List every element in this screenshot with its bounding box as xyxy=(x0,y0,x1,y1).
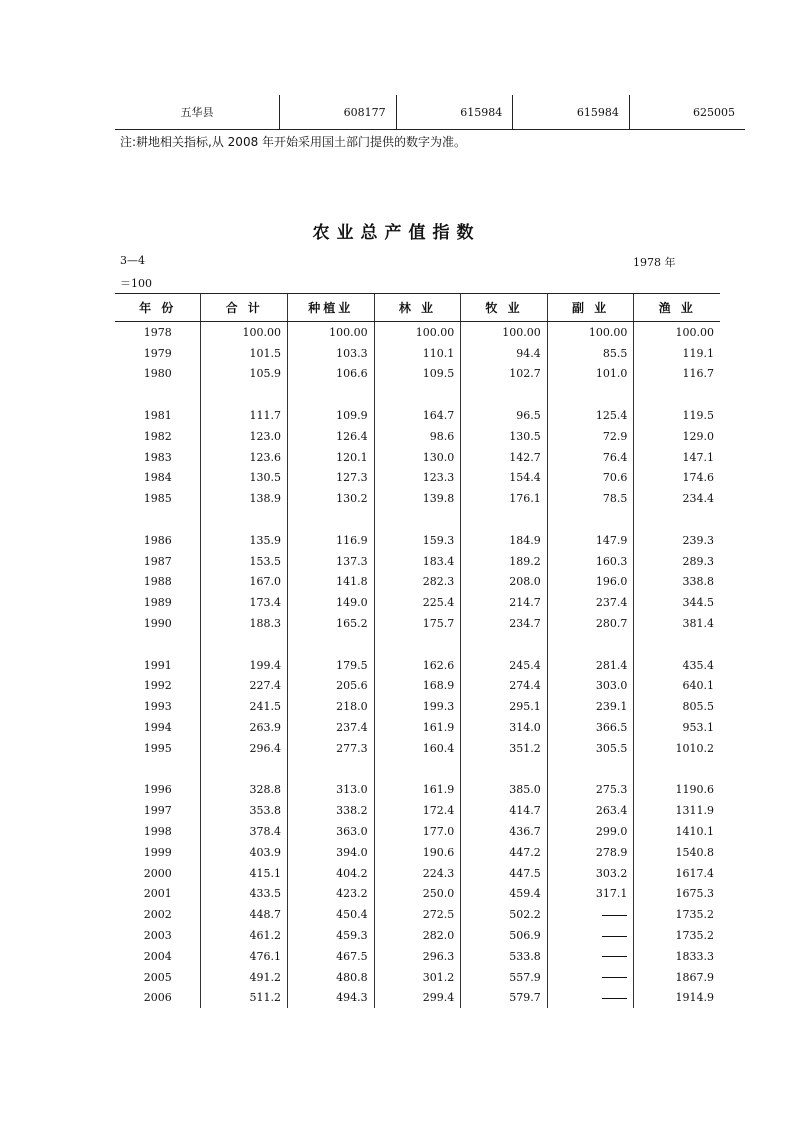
value-cell: 173.4 xyxy=(201,592,288,613)
table-row xyxy=(115,426,720,447)
value-cell: 250.0 xyxy=(374,884,461,905)
year-cell: 1986 xyxy=(143,533,172,547)
value-cell: 179.5 xyxy=(288,655,375,676)
spacer-cell xyxy=(288,634,375,655)
value-cell: 275.3 xyxy=(547,780,634,801)
table-row xyxy=(115,95,745,130)
previous-table-tail xyxy=(115,95,745,130)
table-row xyxy=(115,821,720,842)
spacer-cell xyxy=(115,759,201,780)
year-cell: 2005 xyxy=(143,970,172,984)
value-cell: 168.9 xyxy=(374,676,461,697)
value-cell: 123.3 xyxy=(374,468,461,489)
value-cell: 480.8 xyxy=(288,967,375,988)
value-cell: 435.4 xyxy=(634,655,720,676)
value-cell: 70.6 xyxy=(547,468,634,489)
col-header-year: 年 份 xyxy=(115,294,201,322)
value-cell: 278.9 xyxy=(547,842,634,863)
table-cell: 608177 xyxy=(280,95,397,130)
value-cell: 239.3 xyxy=(634,530,720,551)
value-cell: 218.0 xyxy=(288,696,375,717)
value-cell xyxy=(547,904,634,925)
value-cell: 491.2 xyxy=(201,967,288,988)
value-cell: 338.2 xyxy=(288,800,375,821)
table-row xyxy=(115,884,720,905)
value-cell: 301.2 xyxy=(374,967,461,988)
table-row xyxy=(115,343,720,364)
year-cell: 1997 xyxy=(143,804,172,818)
value-cell: 1735.2 xyxy=(634,925,720,946)
value-cell xyxy=(547,967,634,988)
value-cell: 149.0 xyxy=(288,592,375,613)
value-cell: 109.9 xyxy=(288,405,375,426)
value-cell: 177.0 xyxy=(374,821,461,842)
spacer-row xyxy=(115,634,720,655)
spacer-cell xyxy=(201,759,288,780)
year-cell: 1985 xyxy=(143,492,172,506)
value-cell: 125.4 xyxy=(547,405,634,426)
value-cell: 106.6 xyxy=(288,364,375,385)
table-row xyxy=(115,946,720,967)
year-cell: 1981 xyxy=(143,409,172,423)
year-cell: 1980 xyxy=(143,367,172,381)
value-cell: 137.3 xyxy=(288,551,375,572)
value-cell: 176.1 xyxy=(461,488,548,509)
year-cell: 1987 xyxy=(143,554,172,568)
table-row xyxy=(115,322,720,343)
value-cell: 119.1 xyxy=(634,343,720,364)
year-cell: 2000 xyxy=(143,866,172,880)
value-cell: 130.2 xyxy=(288,488,375,509)
value-cell: 147.1 xyxy=(634,447,720,468)
value-cell: 101.5 xyxy=(201,343,288,364)
value-cell: 135.9 xyxy=(201,530,288,551)
value-cell: 164.7 xyxy=(374,405,461,426)
value-cell: 72.9 xyxy=(547,426,634,447)
spacer-cell xyxy=(461,634,548,655)
table-body xyxy=(115,322,720,1009)
value-cell: 165.2 xyxy=(288,613,375,634)
table-row xyxy=(115,676,720,697)
value-cell: 494.3 xyxy=(288,988,375,1009)
year-cell: 2001 xyxy=(143,887,172,901)
table-row xyxy=(115,842,720,863)
value-cell: 101.0 xyxy=(547,364,634,385)
spacer-cell xyxy=(547,634,634,655)
base-value: ＝100 xyxy=(120,277,152,290)
year-cell: 1983 xyxy=(143,450,172,464)
value-cell: 303.0 xyxy=(547,676,634,697)
table-number: 3—4 xyxy=(120,254,145,267)
value-cell: 280.7 xyxy=(547,613,634,634)
value-cell: 224.3 xyxy=(374,863,461,884)
value-cell: 447.5 xyxy=(461,863,548,884)
spacer-row xyxy=(115,759,720,780)
value-cell: 109.5 xyxy=(374,364,461,385)
year-cell: 1999 xyxy=(143,845,172,859)
table-row xyxy=(115,572,720,593)
spacer-cell xyxy=(115,634,201,655)
value-cell: 459.3 xyxy=(288,925,375,946)
value-cell: 305.5 xyxy=(547,738,634,759)
value-cell: 105.9 xyxy=(201,364,288,385)
value-cell: 459.4 xyxy=(461,884,548,905)
value-cell: 76.4 xyxy=(547,447,634,468)
value-cell: 403.9 xyxy=(201,842,288,863)
table-row xyxy=(115,613,720,634)
col-header-livestock: 牧 业 xyxy=(461,294,548,322)
value-cell: 557.9 xyxy=(461,967,548,988)
year-cell: 2004 xyxy=(143,949,172,963)
value-cell: 184.9 xyxy=(461,530,548,551)
value-cell: 175.7 xyxy=(374,613,461,634)
year-cell: 1993 xyxy=(143,700,172,714)
value-cell: 126.4 xyxy=(288,426,375,447)
table-row xyxy=(115,925,720,946)
value-cell: 225.4 xyxy=(374,592,461,613)
value-cell: 205.6 xyxy=(288,676,375,697)
spacer-cell xyxy=(374,509,461,530)
value-cell: 414.7 xyxy=(461,800,548,821)
value-cell: 344.5 xyxy=(634,592,720,613)
value-cell: 436.7 xyxy=(461,821,548,842)
year-cell: 2006 xyxy=(143,991,172,1005)
value-cell: 116.7 xyxy=(634,364,720,385)
value-cell: 103.3 xyxy=(288,343,375,364)
value-cell: 116.9 xyxy=(288,530,375,551)
col-header-crop: 种植业 xyxy=(288,294,375,322)
table-row xyxy=(115,863,720,884)
value-cell: 139.8 xyxy=(374,488,461,509)
value-cell: 161.9 xyxy=(374,780,461,801)
value-cell: 129.0 xyxy=(634,426,720,447)
table-row xyxy=(115,800,720,821)
table-row xyxy=(115,904,720,925)
spacer-cell xyxy=(288,384,375,405)
spacer-cell xyxy=(547,759,634,780)
value-cell: 1867.9 xyxy=(634,967,720,988)
value-cell: 1311.9 xyxy=(634,800,720,821)
value-cell: 263.4 xyxy=(547,800,634,821)
value-cell: 289.3 xyxy=(634,551,720,572)
value-cell: 130.0 xyxy=(374,447,461,468)
value-cell: 138.9 xyxy=(201,488,288,509)
value-cell: 476.1 xyxy=(201,946,288,967)
dash-mark xyxy=(602,977,627,978)
value-cell: 533.8 xyxy=(461,946,548,967)
value-cell: 1410.1 xyxy=(634,821,720,842)
table-row xyxy=(115,655,720,676)
value-cell: 245.4 xyxy=(461,655,548,676)
spacer-row xyxy=(115,384,720,405)
table-title: 农业总产值指数 xyxy=(312,223,481,243)
value-cell: 100.00 xyxy=(547,322,634,343)
spacer-cell xyxy=(374,384,461,405)
value-cell: 423.2 xyxy=(288,884,375,905)
col-header-sideline: 副 业 xyxy=(547,294,634,322)
table-row xyxy=(115,364,720,385)
value-cell: 805.5 xyxy=(634,696,720,717)
value-cell: 404.2 xyxy=(288,863,375,884)
value-cell: 1010.2 xyxy=(634,738,720,759)
value-cell: 199.3 xyxy=(374,696,461,717)
year-cell: 2002 xyxy=(143,908,172,922)
year-cell: 1992 xyxy=(143,679,172,693)
value-cell xyxy=(547,946,634,967)
value-cell: 447.2 xyxy=(461,842,548,863)
dash-mark xyxy=(602,915,627,916)
value-cell: 1914.9 xyxy=(634,988,720,1009)
year-cell: 1996 xyxy=(143,783,172,797)
value-cell: 394.0 xyxy=(288,842,375,863)
year-cell: 1978 xyxy=(143,325,172,339)
value-cell: 110.1 xyxy=(374,343,461,364)
table-row xyxy=(115,551,720,572)
value-cell: 274.4 xyxy=(461,676,548,697)
value-cell: 313.0 xyxy=(288,780,375,801)
value-cell: 579.7 xyxy=(461,988,548,1009)
value-cell: 78.5 xyxy=(547,488,634,509)
value-cell: 296.3 xyxy=(374,946,461,967)
spacer-cell xyxy=(201,509,288,530)
value-cell: 154.4 xyxy=(461,468,548,489)
spacer-cell xyxy=(115,509,201,530)
value-cell: 153.5 xyxy=(201,551,288,572)
value-cell: 130.5 xyxy=(201,468,288,489)
table-row xyxy=(115,967,720,988)
footnote: 注:耕地相关指标,从 2008 年开始采用国土部门提供的数字为准。 xyxy=(120,135,467,149)
value-cell: 96.5 xyxy=(461,405,548,426)
value-cell: 196.0 xyxy=(547,572,634,593)
table-row xyxy=(115,717,720,738)
table-row xyxy=(115,988,720,1009)
value-cell: 1617.4 xyxy=(634,863,720,884)
base-year: 1978 年 xyxy=(633,256,676,269)
value-cell: 353.8 xyxy=(201,800,288,821)
year-cell: 1982 xyxy=(143,429,172,443)
value-cell: 127.3 xyxy=(288,468,375,489)
table-row xyxy=(115,488,720,509)
year-cell: 1995 xyxy=(143,741,172,755)
value-cell: 338.8 xyxy=(634,572,720,593)
dash-mark xyxy=(602,956,627,957)
spacer-cell xyxy=(201,384,288,405)
col-header-total: 合 计 xyxy=(201,294,288,322)
value-cell: 448.7 xyxy=(201,904,288,925)
value-cell: 130.5 xyxy=(461,426,548,447)
value-cell: 366.5 xyxy=(547,717,634,738)
table-row xyxy=(115,780,720,801)
value-cell: 214.7 xyxy=(461,592,548,613)
value-cell: 299.0 xyxy=(547,821,634,842)
value-cell: 167.0 xyxy=(201,572,288,593)
year-cell: 2003 xyxy=(143,929,172,942)
value-cell: 188.3 xyxy=(201,613,288,634)
value-cell: 120.1 xyxy=(288,447,375,468)
spacer-cell xyxy=(634,509,720,530)
value-cell: 234.7 xyxy=(461,613,548,634)
dash-mark xyxy=(602,998,627,999)
value-cell: 239.1 xyxy=(547,696,634,717)
col-header-fishery: 渔 业 xyxy=(634,294,720,322)
spacer-cell xyxy=(547,509,634,530)
value-cell: 378.4 xyxy=(201,821,288,842)
region-name: 五华县 xyxy=(115,95,280,130)
spacer-cell xyxy=(461,384,548,405)
spacer-cell xyxy=(201,634,288,655)
value-cell: 303.2 xyxy=(547,863,634,884)
value-cell: 147.9 xyxy=(547,530,634,551)
value-cell: 640.1 xyxy=(634,676,720,697)
value-cell: 314.0 xyxy=(461,717,548,738)
value-cell: 98.6 xyxy=(374,426,461,447)
dash-mark xyxy=(602,936,627,937)
value-cell: 190.6 xyxy=(374,842,461,863)
value-cell: 467.5 xyxy=(288,946,375,967)
spacer-cell xyxy=(634,634,720,655)
value-cell: 433.5 xyxy=(201,884,288,905)
spacer-cell xyxy=(115,384,201,405)
value-cell: 162.6 xyxy=(374,655,461,676)
value-cell: 227.4 xyxy=(201,676,288,697)
spacer-row xyxy=(115,509,720,530)
value-cell: 450.4 xyxy=(288,904,375,925)
spacer-cell xyxy=(288,759,375,780)
table-row xyxy=(115,530,720,551)
value-cell: 241.5 xyxy=(201,696,288,717)
value-cell: 363.0 xyxy=(288,821,375,842)
value-cell: 502.2 xyxy=(461,904,548,925)
value-cell: 282.0 xyxy=(374,925,461,946)
table-row xyxy=(115,592,720,613)
value-cell: 142.7 xyxy=(461,447,548,468)
value-cell: 100.00 xyxy=(374,322,461,343)
value-cell: 199.4 xyxy=(201,655,288,676)
value-cell: 296.4 xyxy=(201,738,288,759)
spacer-cell xyxy=(634,759,720,780)
table-cell: 615984 xyxy=(513,95,630,130)
value-cell: 299.4 xyxy=(374,988,461,1009)
value-cell: 1540.8 xyxy=(634,842,720,863)
spacer-cell xyxy=(374,759,461,780)
value-cell: 159.3 xyxy=(374,530,461,551)
value-cell: 123.0 xyxy=(201,426,288,447)
value-cell: 281.4 xyxy=(547,655,634,676)
value-cell: 111.7 xyxy=(201,405,288,426)
value-cell: 295.1 xyxy=(461,696,548,717)
year-cell: 1979 xyxy=(143,346,172,360)
table-row xyxy=(115,468,720,489)
value-cell: 381.4 xyxy=(634,613,720,634)
value-cell: 183.4 xyxy=(374,551,461,572)
value-cell: 282.3 xyxy=(374,572,461,593)
value-cell: 102.7 xyxy=(461,364,548,385)
year-cell: 1998 xyxy=(143,825,172,839)
year-cell: 1994 xyxy=(143,721,172,735)
value-cell: 511.2 xyxy=(201,988,288,1009)
table-row xyxy=(115,405,720,426)
table-row xyxy=(115,738,720,759)
value-cell: 506.9 xyxy=(461,925,548,946)
spacer-cell xyxy=(547,384,634,405)
value-cell: 94.4 xyxy=(461,343,548,364)
value-cell: 234.4 xyxy=(634,488,720,509)
header-row xyxy=(115,294,720,322)
value-cell xyxy=(547,988,634,1009)
value-cell: 141.8 xyxy=(288,572,375,593)
value-cell: 272.5 xyxy=(374,904,461,925)
table-cell: 615984 xyxy=(396,95,513,130)
year-cell: 1988 xyxy=(143,575,172,589)
spacer-cell xyxy=(461,759,548,780)
value-cell: 160.3 xyxy=(547,551,634,572)
value-cell: 208.0 xyxy=(461,572,548,593)
value-cell: 160.4 xyxy=(374,738,461,759)
value-cell: 461.2 xyxy=(201,925,288,946)
spacer-cell xyxy=(288,509,375,530)
spacer-cell xyxy=(634,384,720,405)
value-cell: 119.5 xyxy=(634,405,720,426)
value-cell: 85.5 xyxy=(547,343,634,364)
year-cell: 1989 xyxy=(143,596,172,610)
value-cell: 100.00 xyxy=(634,322,720,343)
value-cell: 1735.2 xyxy=(634,904,720,925)
value-cell xyxy=(547,925,634,946)
value-cell: 953.1 xyxy=(634,717,720,738)
spacer-cell xyxy=(461,509,548,530)
year-cell: 1991 xyxy=(143,658,172,672)
value-cell: 189.2 xyxy=(461,551,548,572)
col-header-forestry: 林 业 xyxy=(374,294,461,322)
value-cell: 237.4 xyxy=(547,592,634,613)
value-cell: 1833.3 xyxy=(634,946,720,967)
value-cell: 351.2 xyxy=(461,738,548,759)
value-cell: 263.9 xyxy=(201,717,288,738)
value-cell: 100.00 xyxy=(201,322,288,343)
value-cell: 172.4 xyxy=(374,800,461,821)
value-cell: 1675.3 xyxy=(634,884,720,905)
value-cell: 385.0 xyxy=(461,780,548,801)
value-cell: 415.1 xyxy=(201,863,288,884)
value-cell: 174.6 xyxy=(634,468,720,489)
year-cell: 1990 xyxy=(143,617,172,631)
value-cell: 237.4 xyxy=(288,717,375,738)
value-cell: 100.00 xyxy=(288,322,375,343)
value-cell: 161.9 xyxy=(374,717,461,738)
year-cell: 1984 xyxy=(143,471,172,485)
table-row xyxy=(115,696,720,717)
table-cell: 625005 xyxy=(629,95,745,130)
value-cell: 317.1 xyxy=(547,884,634,905)
value-cell: 328.8 xyxy=(201,780,288,801)
value-cell: 277.3 xyxy=(288,738,375,759)
spacer-cell xyxy=(374,634,461,655)
value-cell: 100.00 xyxy=(461,322,548,343)
value-cell: 1190.6 xyxy=(634,780,720,801)
agri-output-index-table xyxy=(115,293,720,1008)
table-row xyxy=(115,447,720,468)
value-cell: 123.6 xyxy=(201,447,288,468)
